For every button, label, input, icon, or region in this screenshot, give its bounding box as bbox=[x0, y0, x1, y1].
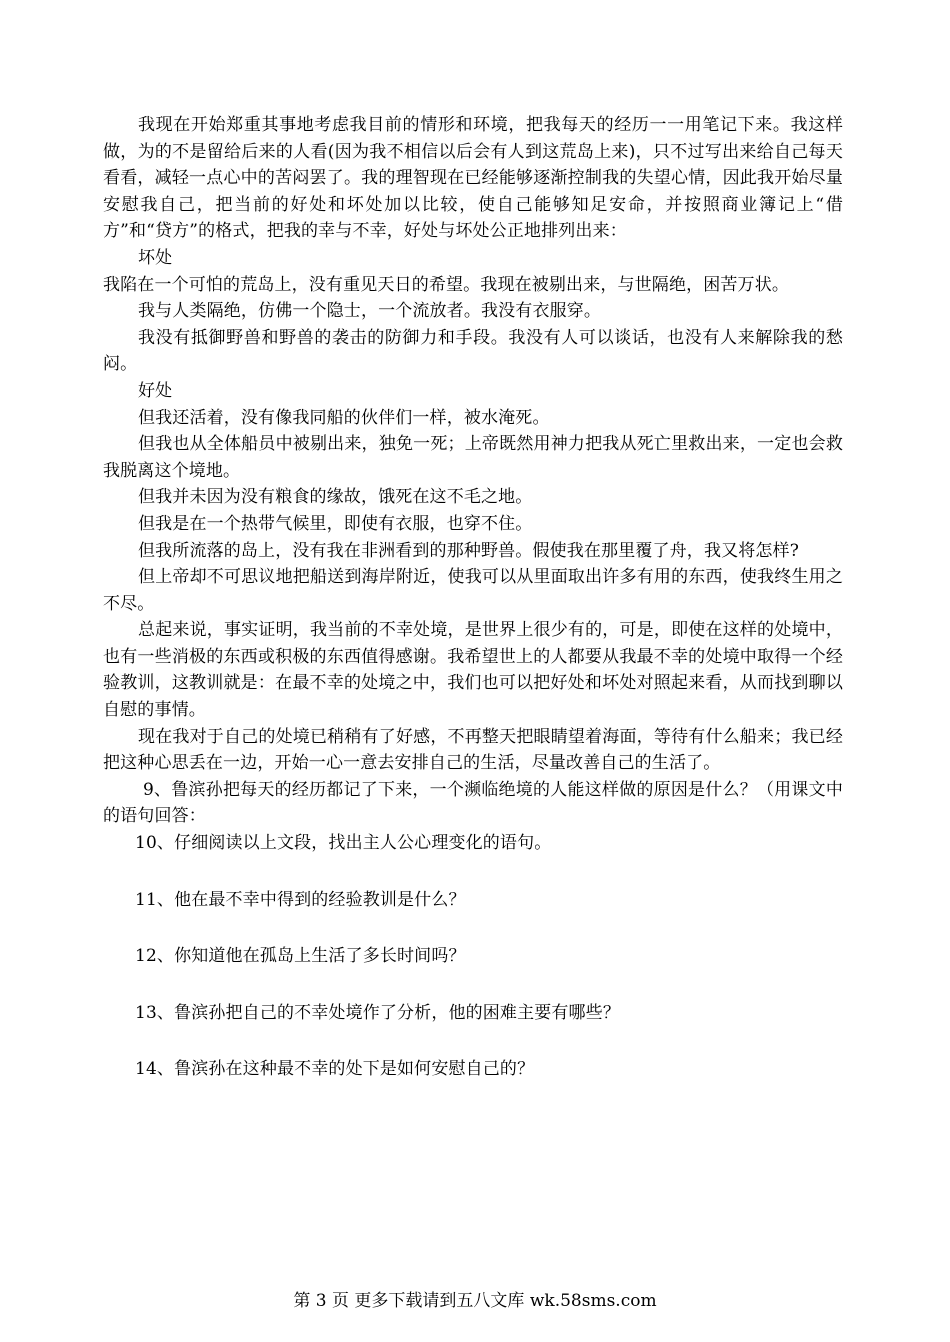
bad-item: 我没有抵御野兽和野兽的袭击的防御力和手段。我没有人可以谈话，也没有人来解除我的愁闷。 bbox=[103, 327, 843, 375]
good-item: 但我所流落的岛上，没有我在非洲看到的那种野兽。假使我在那里覆了舟，我又将怎样? bbox=[138, 540, 799, 561]
question-14: 14、鲁滨孙在这种最不幸的处下是如何安慰自己的？ bbox=[135, 1059, 535, 1080]
question-11: 11、他在最不幸中得到的经验教训是什么？ bbox=[135, 889, 466, 910]
bad-heading: 坏处 bbox=[138, 247, 173, 268]
passage-body bbox=[103, 112, 843, 1083]
good-item: 但我并未因为没有粮食的缘故，饿死在这不毛之地。 bbox=[138, 487, 533, 508]
good-item: 但我也从全体船员中被剔出来，独免一死；上帝既然用神力把我从死亡里救出来，一定也会救我脱离这个境地。 bbox=[103, 434, 843, 481]
question-12: 12、你知道他在孤岛上生活了多长时间吗？ bbox=[135, 946, 466, 967]
question-9: 9、鲁滨孙把每天的经历都记了下来，一个濒临绝境的人能这样做的原因是什么？（用课文中的语句回答： bbox=[103, 779, 843, 827]
summary-paragraph: 总起来说，事实证明，我当前的不幸处境，是世界上很少有的，可是，即使在这样的处境中，也有一些消极的东西或积极的东西值得感谢。我希望世上的人都要从我最不幸的处境中取得一个经验教训，这教训就是：在最不幸的处境之中，我们也可以把好处和坏处对照起来看，从而找到聊以自慰的事情。 bbox=[103, 620, 843, 721]
good-item: 但上帝却不可思议地把船送到海岸附近，使我可以从里面取出许多有用的东西，使我终生用之不尽。 bbox=[103, 567, 843, 614]
good-item: 但我是在一个热带气候里，即使有衣服，也穿不住。 bbox=[138, 513, 533, 534]
good-heading: 好处 bbox=[138, 380, 173, 401]
ending-paragraph: 现在我对于自己的处境已稍稍有了好感，不再整天把眼睛望着海面，等待有什么船来；我已经把这种心思丢在一边，开始一心一意去安排自己的生活，尽量改善自己的生活了。 bbox=[103, 726, 843, 774]
intro-paragraph: 我现在开始郑重其事地考虑我目前的情形和环境，把我每天的经历一一用笔记下来。我这样做，为的不是留给后来的人看(因为我不相信以后会有人到这荒岛上来)，只不过写出来给自己每天看看，减轻一点心中的苦闷罢了。我的理智现在已经能够逐渐控制我的失望心情，因此我开始尽量安慰我自己，把当前的好处和坏处加以比较，使自己能够知足安命，并按照商业簿记上“借方”和“贷方”的格式，把我的幸与不幸，好处与坏处公正地排列出来： bbox=[103, 115, 843, 242]
bad-item: 我与人类隔绝，仿佛一个隐士，一个流放者。我没有衣服穿。 bbox=[138, 301, 602, 322]
good-item: 但我还活着，没有像我同船的伙伴们一样，被水淹死。 bbox=[138, 407, 550, 428]
page-footer: 第 3 页 更多下载请到五八文库 wk.58sms.com bbox=[293, 1291, 657, 1311]
question-13: 13、鲁滨孙把自己的不幸处境作了分析，他的困难主要有哪些？ bbox=[135, 1002, 620, 1023]
bad-item: 我陷在一个可怕的荒岛上，没有重见天日的希望。我现在被剔出来，与世隔绝，困苦万状。 bbox=[103, 274, 789, 295]
question-10: 10、仔细阅读以上文段，找出主人公心理变化的语句。 bbox=[135, 833, 552, 854]
